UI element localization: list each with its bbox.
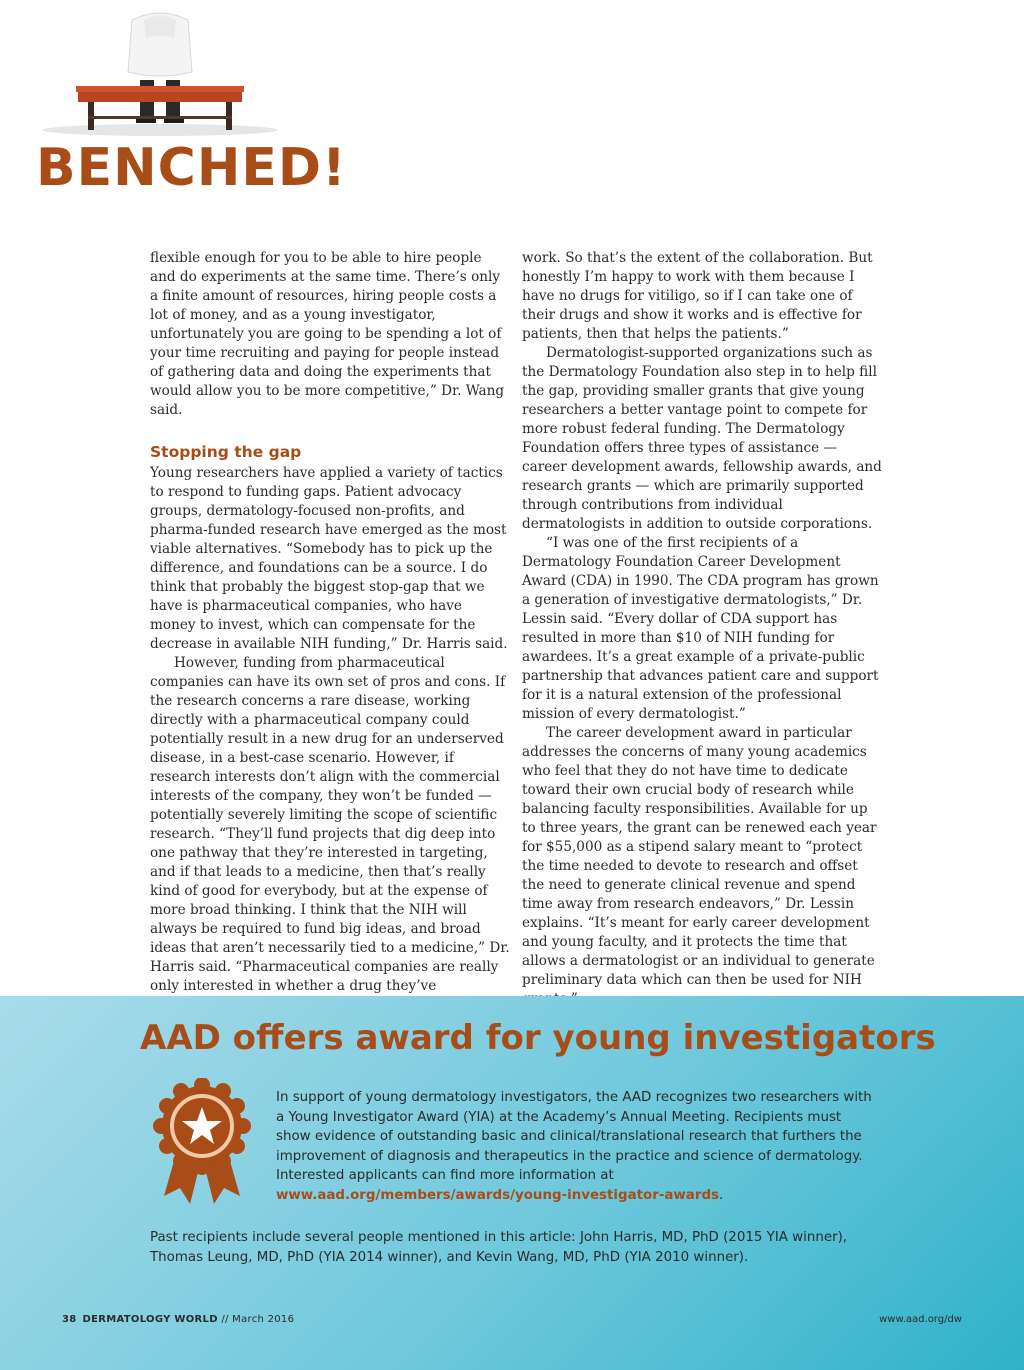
footer-folio <box>62 1314 294 1325</box>
section-subhead: Stopping the gap <box>150 443 302 461</box>
right-column <box>522 249 882 1009</box>
left-paragraph-2: Young researchers have applied a variety of tactics to respond to funding gaps. Patient advocacy groups, dermatology-focused non-profits, and pharma-funded research have emerged as the most viable alternatives. “Somebody has to pick up the difference, and foundations can be a source. I do think that probably the biggest stop-gap that we have is pharmaceutical companies, who have money to invest, which can compensate for the decrease in available NIH funding,” Dr. Harris said. <box>150 465 508 652</box>
right-paragraph-2: Dermatologist-supported organizations such as the Dermatology Foundation also step in to help fill the gap, providing smaller grants that give young researchers a better vantage point to compete for more robust federal funding. The Dermatology Foundation offers three types of assistance — career development awards, fellowship awards, and research grants — which are primarily supported through contributions from individual dermatologists in addition to outside corporations. <box>522 345 882 532</box>
past-recipients: Past recipients include several people mentioned in this article: John Harris, MD, PhD (2015 YIA winner), Thomas Leung, MD, PhD (YIA 2014 winner), and Kevin Wang, MD, PhD (YIA 2010 winner). <box>150 1230 848 1265</box>
right-paragraph-1: work. So that’s the extent of the collaboration. But honestly I’m happy to work with them because I have no drugs for vitiligo, so if I can take one of their drugs and show it works and is effective for patients, then that helps the patients.” <box>522 250 873 342</box>
right-paragraph-4: The career development award in particular addresses the concerns of many young academics who feel that they do not have time to dedicate toward their own crucial body of research while balancing faculty responsibilities. Available for up to three years, the grant can be renewed each year for $55,000 as a stipend salary meant to “protect the time needed to devote to research and offset the need to generate clinical revenue and spend time away from research endeavors,” Dr. Lessin explains. “It’s meant for early career development and young faculty, and it protects the time that allows a dermatologist or an individual to generate preliminary data which can then be used for NIH <box>522 725 877 988</box>
page-number: 38 <box>62 1314 77 1325</box>
awards-link[interactable]: www.aad.org/members/awards/young-investigator-awards <box>276 1187 719 1203</box>
sidebar-title: AAD offers award for young investigators <box>140 1018 936 1058</box>
right-paragraph-3: “I was one of the first recipients of a Dermatology Foundation Career Development Award (CDA) in 1990. The CDA program has grown a generation of investigative dermatologists,” Dr. Lessin said. “Every dollar of CDA support has resulted in more than $10 of NIH funding for awardees. It’s a great example of a private-public partnership that advances patient care and support for it is a natural extension of the professional mission of every dermatologist.” <box>522 535 879 722</box>
left-paragraph-1: flexible enough for you to be able to hire people and do experiments at the same time. There’s only a finite amount of resources, hiring people costs a lot of money, and as a young investigator, unfortunately you are going to be spending a lot of your time recruiting and paying for people instead of gathering data and doing the experiments that would allow you to be more competitive,” Dr. Wang said. <box>150 250 505 418</box>
sidebar-body-end: . <box>719 1187 724 1203</box>
award-sidebar <box>0 996 1024 1370</box>
footer-url[interactable]: www.aad.org/dw <box>879 1314 962 1325</box>
left-paragraph-3: However, funding from pharmaceutical companies can have its own set of pros and cons. If the research concerns a rare disease, working directly with a pharmaceutical company could potentially result in a new drug for an underserved disease, in a best-case scenario. However, if research interests don’t align with the commercial interests of the company, they won’t be funded — potentially severely limiting the scope of scientific research. “They’ll fund projects that dig deep into one pathway that they’re interested in targeting, and if that leads to a medicine, then that’s really kind of good for everybody, but at the expense of more broad thinking. I think that the NIH will always be required to fund big ideas, and broad ideas that aren’t necessarily tied to a medicine,” Dr. Harris said. “Pharmaceutical companies are really only interested in whether a drug they’ve <box>150 655 510 994</box>
benched-man-illustration <box>40 10 280 140</box>
left-column <box>150 249 510 1015</box>
award-ribbon-icon <box>150 1078 254 1208</box>
publication-name: DERMATOLOGY WORLD <box>82 1314 218 1325</box>
folio-separator: // <box>217 1314 233 1325</box>
sidebar-body-text: In support of young dermatology investigators, the AAD recognizes two researchers with a Young Investigator Award (YIA) at the Academy’s Annual Meeting. Recipients must show evidence of outstanding basic and clinical/translational research that furthers the improvement of diagnosis and therapeutics in the practice and science of dermatology. Interested applicants can find more information at <box>276 1090 872 1183</box>
sidebar-body <box>276 1088 876 1205</box>
issue-date: March 2016 <box>232 1314 295 1325</box>
article-title: BENCHED! <box>36 138 347 198</box>
